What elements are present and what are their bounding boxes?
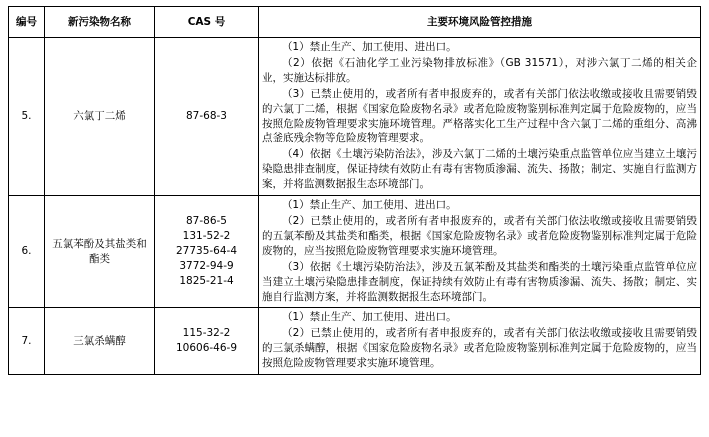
table-row — [9, 196, 701, 308]
table-row — [9, 38, 701, 196]
cas-number: 115-32-2 — [182, 327, 231, 340]
row-measures — [259, 196, 701, 308]
measure-item: （2）已禁止使用的，或者所有者申报废弃的，或者有关部门依法收缴或接收且需要销毁的三氯杀螨醇，根据《国家危险废物名录》或者危险废物鉴别标准判定属于危险废物的，应当按照危险废物管理要求实施环境管理。 — [262, 327, 697, 370]
measure-item: （1）禁止生产、加工使用、进出口。 — [281, 41, 457, 53]
cas-number: 27735-64-4 — [175, 245, 238, 258]
column-header-name: 新污染物名称 — [45, 7, 155, 38]
pollutant-name-text: 五氯苯酚及其盐类和酯类 — [52, 237, 147, 265]
measure-item: （3）依据《土壤污染防治法》，涉及五氯苯酚及其盐类和酯类的土壤污染重点监管单位应当建立土壤污染隐患排查制度，保证持续有效防止有毒有害物质渗漏、流失、扬散；制定、实施自行监测方案，并将监测数据报生态环境部门。 — [262, 260, 697, 303]
row-cas-numbers — [155, 196, 259, 308]
measure-item: （2）已禁止使用的，或者所有者申报废弃的，或者有关部门依法收缴或接收且需要销毁的五氯苯酚及其盐类和酯类，根据《国家危险废物名录》或者危险废物鉴别标准判定属于危险废物的，应当按照危险废物管理要求实施环境管理。 — [262, 214, 697, 257]
row-pollutant-name — [45, 38, 155, 196]
cas-number: 131-52-2 — [182, 230, 231, 243]
row-cas-numbers — [155, 308, 259, 375]
row-measures — [259, 38, 701, 196]
table-header — [9, 7, 701, 38]
row-pollutant-name — [45, 196, 155, 308]
pollutant-name-text: 三氯杀螨醇 — [73, 334, 126, 347]
row-number: 5. — [9, 38, 45, 196]
measure-item: （2）依据《石油化学工业污染物排放标准》（GB 31571），对涉六氯丁二烯的相关企业，实施达标排放。 — [262, 56, 697, 84]
column-header-measures: 主要环境风险管控措施 — [259, 7, 701, 38]
measure-item: （4）依据《土壤污染防治法》，涉及六氯丁二烯的土壤污染重点监管单位应当建立土壤污染隐患排查制度，保证持续有效防止有毒有害物质渗漏、流失、扬散；制定、实施自行监测方案，并将监测数据报生态环境部门。 — [262, 148, 697, 191]
row-measures — [259, 308, 701, 375]
cas-number: 10606-46-9 — [175, 342, 238, 355]
cas-number: 87-68-3 — [186, 110, 227, 123]
table-header-row — [9, 7, 701, 38]
row-cas-numbers — [155, 38, 259, 196]
table-body — [9, 38, 701, 375]
row-number: 6. — [9, 196, 45, 308]
row-pollutant-name — [45, 308, 155, 375]
pollutant-name-text: 六氯丁二烯 — [73, 110, 126, 123]
cas-number: 1825-21-4 — [179, 275, 234, 288]
cas-number: 3772-94-9 — [179, 260, 234, 273]
column-header-cas: CAS 号 — [155, 7, 259, 38]
measure-item: （3）已禁止使用的，或者所有者申报废弃的，或者有关部门依法收缴或接收且需要销毁的六氯丁二烯，根据《国家危险废物名录》或者危险废物鉴别标准判定属于危险废物的，应当按照危险废物管理要求实施环境管理。严格落实化工生产过程中含六氯丁二烯的重组分、高沸点釜底残余物等危险废物管理要求。 — [262, 87, 697, 145]
column-header-no: 编号 — [9, 7, 45, 38]
measure-item: （1）禁止生产、加工使用、进出口。 — [281, 311, 457, 324]
measure-item: （1）禁止生产、加工使用、进出口。 — [281, 199, 457, 212]
row-number: 7. — [9, 308, 45, 375]
cas-number: 87-86-5 — [186, 215, 227, 228]
table-row — [9, 308, 701, 375]
pollutant-control-table — [8, 6, 701, 375]
